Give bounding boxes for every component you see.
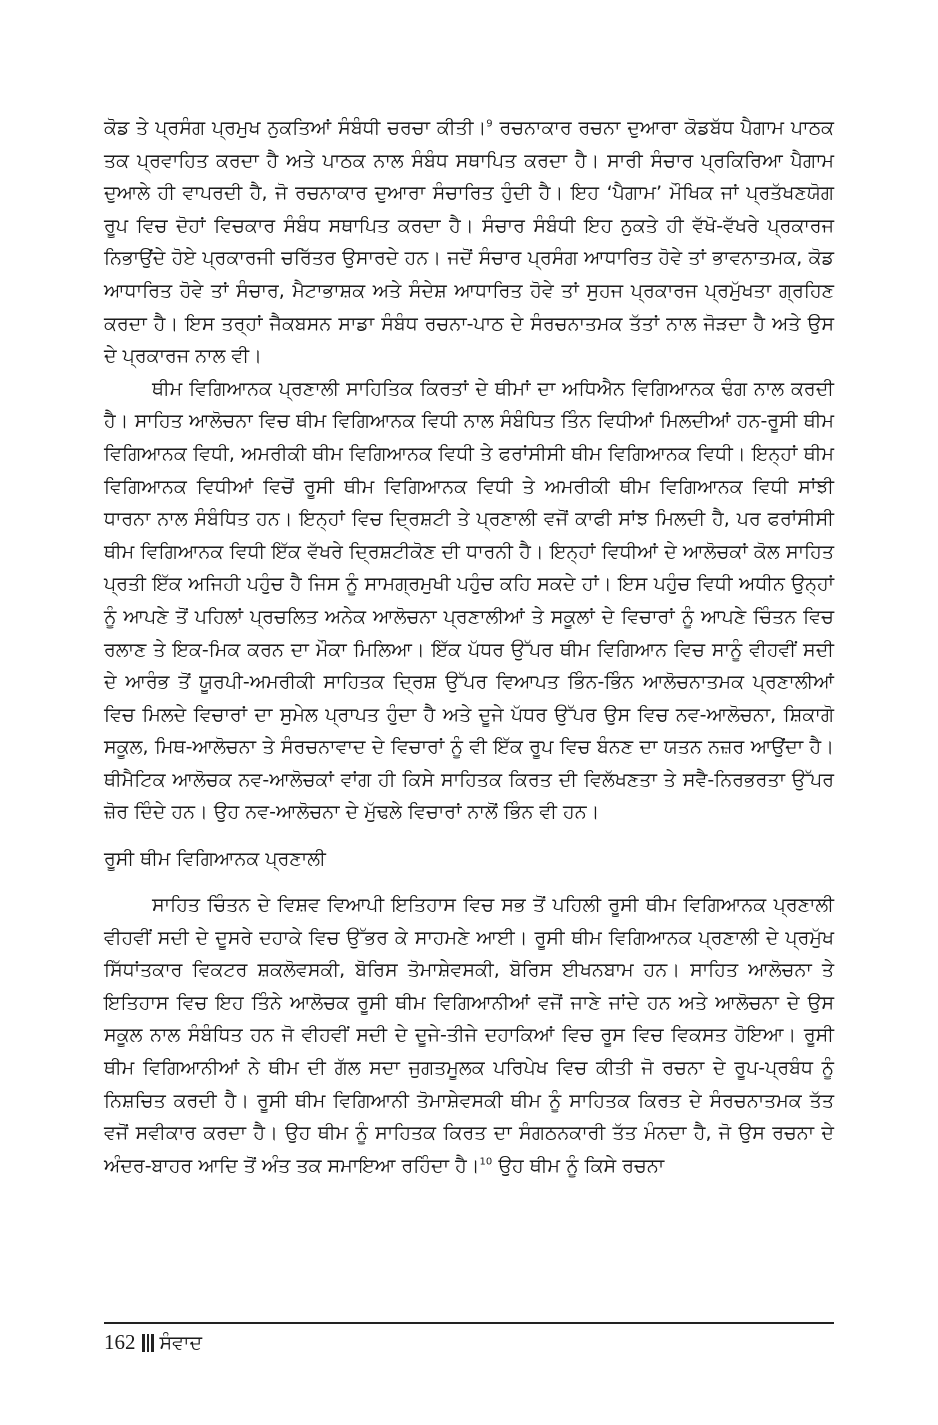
paragraph-text: ਸਾਹਿਤ ਚਿੰਤਨ ਦੇ ਵਿਸ਼ਵ ਵਿਆਪੀ ਇਤਿਹਾਸ ਵਿਚ ਸਭ ਤੋਂ ਪਹਿਲੀ ਰੂਸੀ ਥੀਮ ਵਿਗਿਆਨਕ ਪ੍ਰਣਾਲੀ ਵੀਹਵੀਂ ਸਦੀ ਦੇ ਦੂਸਰੇ ਦਹਾਕੇ ਵਿਚ ਉੱਭਰ ਕੇ ਸਾਹਮਣੇ ਆਈ। ਰੂਸੀ ਥੀਮ ਵਿਗਿਆਨਕ ਪ੍ਰਣਾਲੀ ਦੇ ਪ੍ਰਮੁੱਖ ਸਿੱਧਾਂਤਕਾਰ ਵਿਕਟਰ ਸ਼ਕਲੋਵਸਕੀ, ਬੋਰਿਸ ਤੋਮਾਸ਼ੇਵਸਕੀ, ਬੋਰਿਸ ਈਖਨਬਾਮ ਹਨ। ਸਾਹਿਤ ਆਲੋਚਨਾ ਤੇ ਇਤਿਹਾਸ ਵਿਚ ਇਹ ਤਿੰਨੇ ਆਲੋਚਕ ਰੂਸੀ ਥੀਮ ਵਿਗਿਆਨੀਆਂ ਵਜੋਂ ਜਾਣੇ ਜਾਂਦੇ ਹਨ ਅਤੇ ਆਲੋਚਨਾ ਦੇ ਉਸ ਸਕੂਲ ਨਾਲ ਸੰਬੰਧਿਤ ਹਨ ਜੋ ਵੀਹਵੀਂ ਸਦੀ ਦੇ ਦੂਜੇ-ਤੀਜੇ ਦਹਾਕਿਆਂ ਵਿਚ ਰੂਸ ਵਿਚ ਵਿਕਸਤ ਹੋਇਆ। ਰੂਸੀ ਥੀਮ ਵਿਗਿਆਨੀਆਂ ਨੇ ਥੀਮ ਦੀ ਗੱਲ ਸਦਾ ਜੁਗਤਮੂਲਕ ਪਰਿਪੇਖ ਵਿਚ ਕੀਤੀ ਜੋ ਰਚਨਾ ਦੇ ਰੂਪ-ਪ੍ਰਬੰਧ ਨੂੰ ਨਿਸ਼ਚਿਤ ਕਰਦੀ ਹੈ। ਰੂਸੀ ਥੀਮ ਵਿਗਿਆਨੀ ਤੋਮਾਸ਼ੇਵਸਕੀ ਥੀਮ ਨੂੰ ਸਾਹਿਤਕ ਕਿਰਤ ਦੇ ਸੰਰਚਨਾਤਮਕ ਤੱਤ ਵਜੋਂ ਸਵੀਕਾਰ ਕਰਦਾ ਹੈ। ਉਹ ਥੀਮ ਨੂੰ ਸਾਹਿਤਕ ਕਿਰਤ ਦਾ ਸੰਗਠਨਕਾਰੀ ਤੱਤ ਮੰਨਦਾ ਹੈ, ਜੋ ਉਸ ਰਚਨਾ ਦੇ ਅੰਦਰ-ਬਾਹਰ ਆਦਿ ਤੋਂ ਅੰਤ ਤਕ ਸਮਾਇਆ ਰਹਿੰਦਾ ਹੈ। (104, 894, 834, 1177)
section-heading: ਰੂਸੀ ਥੀਮ ਵਿਗਿਆਨਕ ਪ੍ਰਣਾਲੀ (104, 848, 326, 871)
paragraph-russian-thematics (104, 889, 834, 1182)
bars-ornament-icon (142, 1334, 154, 1352)
page-body (104, 112, 834, 1182)
page-footer (104, 1322, 834, 1355)
footer-line (104, 1330, 834, 1355)
paragraph-continuation (104, 112, 834, 373)
footer-rule (104, 1322, 834, 1324)
journal-name: ਸੰਵਾਦ (159, 1331, 203, 1354)
page-number: 162 (104, 1330, 136, 1354)
paragraph-text: ਕੋਡ ਤੇ ਪ੍ਰਸੰਗ ਪ੍ਰਮੁਖ ਨੁਕਤਿਆਂ ਸੰਬੰਧੀ ਚਰਚਾ ਕੀਤੀ। (104, 117, 487, 139)
footnote-reference: 9 (486, 118, 493, 130)
footnote-reference: 10 (479, 1156, 493, 1168)
paragraph-text: ਰਚਨਾਕਾਰ ਰਚਨਾ ਦੁਆਰਾ ਕੋਡਬੱਧ ਪੈਗਾਮ ਪਾਠਕ ਤਕ ਪ੍ਰਵਾਹਿਤ ਕਰਦਾ ਹੈ ਅਤੇ ਪਾਠਕ ਨਾਲ ਸੰਬੰਧ ਸਥਾਪਿਤ ਕਰਦਾ ਹੈ। ਸਾਰੀ ਸੰਚਾਰ ਪ੍ਰਕਿਰਿਆ ਪੈਗਾਮ ਦੁਆਲੇ ਹੀ ਵਾਪਰਦੀ ਹੈ, ਜੋ ਰਚਨਾਕਾਰ ਦੁਆਰਾ ਸੰਚਾਰਿਤ ਹੁੰਦੀ ਹੈ। ਇਹ ‘ਪੈਗਾਮ’ ਮੌਖਿਕ ਜਾਂ ਪ੍ਰਤੱਖਣਯੋਗ ਰੂਪ ਵਿਚ ਦੋਹਾਂ ਵਿਚਕਾਰ ਸੰਬੰਧ ਸਥਾਪਿਤ ਕਰਦਾ ਹੈ। ਸੰਚਾਰ ਸੰਬੰਧੀ ਇਹ ਨੁਕਤੇ ਹੀ ਵੱਖੋ-ਵੱਖਰੇ ਪ੍ਰਕਾਰਜ ਨਿਭਾਉਂਦੇ ਹੋਏ ਪ੍ਰਕਾਰਜੀ ਚਰਿੱਤਰ ਉਸਾਰਦੇ ਹਨ। ਜਦੋਂ ਸੰਚਾਰ ਪ੍ਰਸੰਗ ਆਧਾਰਿਤ ਹੋਵੇ ਤਾਂ ਭਾਵਨਾਤਮਕ, ਕੋਡ ਆਧਾਰਿਤ ਹੋਵੇ ਤਾਂ ਸੰਚਾਰ, ਮੈਟਾਭਾਸ਼ਕ ਅਤੇ ਸੰਦੇਸ਼ ਆਧਾਰਿਤ ਹੋਵੇ ਤਾਂ ਸੁਹਜ ਪ੍ਰਕਾਰਜ ਪ੍ਰਮੁੱਖਤਾ ਗ੍ਰਹਿਣ ਕਰਦਾ ਹੈ। ਇਸ ਤਰ੍ਹਾਂ ਜੈਕਬਸਨ ਸਾਡਾ ਸੰਬੰਧ ਰਚਨਾ-ਪਾਠ ਦੇ ਸੰਰਚਨਾਤਮਕ ਤੱਤਾਂ ਨਾਲ ਜੋੜਦਾ ਹੈ ਅਤੇ ਉਸ ਦੇ ਪ੍ਰਕਾਰਜ ਨਾਲ ਵੀ। (104, 117, 835, 368)
paragraph-thematics-methods: ਥੀਮ ਵਿਗਿਆਨਕ ਪ੍ਰਣਾਲੀ ਸਾਹਿਤਿਕ ਕਿਰਤਾਂ ਦੇ ਥੀਮਾਂ ਦਾ ਅਧਿਐਨ ਵਿਗਿਆਨਕ ਢੰਗ ਨਾਲ ਕਰਦੀ ਹੈ। ਸਾਹਿਤ ਆਲੋਚਨਾ ਵਿਚ ਥੀਮ ਵਿਗਿਆਨਕ ਵਿਧੀ ਨਾਲ ਸੰਬੰਧਿਤ ਤਿੰਨ ਵਿਧੀਆਂ ਮਿਲਦੀਆਂ ਹਨ-ਰੂਸੀ ਥੀਮ ਵਿਗਿਆਨਕ ਵਿਧੀ, ਅਮਰੀਕੀ ਥੀਮ ਵਿਗਿਆਨਕ ਵਿਧੀ ਤੇ ਫਰਾਂਸੀਸੀ ਥੀਮ ਵਿਗਿਆਨਕ ਵਿਧੀ। ਇਨ੍ਹਾਂ ਥੀਮ ਵਿਗਿਆਨਕ ਵਿਧੀਆਂ ਵਿਚੋਂ ਰੂਸੀ ਥੀਮ ਵਿਗਿਆਨਕ ਵਿਧੀ ਤੇ ਅਮਰੀਕੀ ਥੀਮ ਵਿਗਿਆਨਕ ਵਿਧੀ ਸਾਂਝੀ ਧਾਰਨਾ ਨਾਲ ਸੰਬੰਧਿਤ ਹਨ। ਇਨ੍ਹਾਂ ਵਿਚ ਦ੍ਰਿਸ਼ਟੀ ਤੇ ਪ੍ਰਣਾਲੀ ਵਜੋਂ ਕਾਫੀ ਸਾਂਝ ਮਿਲਦੀ ਹੈ, ਪਰ ਫਰਾਂਸੀਸੀ ਥੀਮ ਵਿਗਿਆਨਕ ਵਿਧੀ ਇੱਕ ਵੱਖਰੇ ਦ੍ਰਿਸ਼ਟੀਕੋਣ ਦੀ ਧਾਰਨੀ ਹੈ। ਇਨ੍ਹਾਂ ਵਿਧੀਆਂ ਦੇ ਆਲੋਚਕਾਂ ਕੋਲ ਸਾਹਿਤ ਪ੍ਰਤੀ ਇੱਕ ਅਜਿਹੀ ਪਹੁੰਚ ਹੈ ਜਿਸ ਨੂੰ ਸਾਮਗ੍ਰਮੁਖੀ ਪਹੁੰਚ ਕਹਿ ਸਕਦੇ ਹਾਂ। ਇਸ ਪਹੁੰਚ ਵਿਧੀ ਅਧੀਨ ਉਨ੍ਹਾਂ ਨੂੰ ਆਪਣੇ ਤੋਂ ਪਹਿਲਾਂ ਪ੍ਰਚਲਿਤ ਅਨੇਕ ਆਲੋਚਨਾ ਪ੍ਰਣਾਲੀਆਂ ਤੇ ਸਕੂਲਾਂ ਦੇ ਵਿਚਾਰਾਂ ਨੂੰ ਆਪਣੇ ਚਿੰਤਨ ਵਿਚ ਰਲਾਣ ਤੇ ਇਕ-ਮਿਕ ਕਰਨ ਦਾ ਮੌਕਾ ਮਿਲਿਆ। ਇੱਕ ਪੱਧਰ ਉੱਪਰ ਥੀਮ ਵਿਗਿਆਨ ਵਿਚ ਸਾਨੂੰ ਵੀਹਵੀਂ ਸਦੀ ਦੇ ਆਰੰਭ ਤੋਂ ਯੂਰਪੀ-ਅਮਰੀਕੀ ਸਾਹਿਤਕ ਦ੍ਰਿਸ਼ ਉੱਪਰ ਵਿਆਪਤ ਭਿੰਨ-ਭਿੰਨ ਆਲੋਚਨਾਤਮਕ ਪ੍ਰਣਾਲੀਆਂ ਵਿਚ ਮਿਲਦੇ ਵਿਚਾਰਾਂ ਦਾ ਸੁਮੇਲ ਪ੍ਰਾਪਤ ਹੁੰਦਾ ਹੈ ਅਤੇ ਦੂਜੇ ਪੱਧਰ ਉੱਪਰ ਉਸ ਵਿਚ ਨਵ-ਆਲੋਚਨਾ, ਸ਼ਿਕਾਗੋ ਸਕੂਲ, ਮਿਥ-ਆਲੋਚਨਾ ਤੇ ਸੰਰਚਨਾਵਾਦ ਦੇ ਵਿਚਾਰਾਂ ਨੂੰ ਵੀ ਇੱਕ ਰੂਪ ਵਿਚ ਬੰਨਣ ਦਾ ਯਤਨ ਨਜ਼ਰ ਆਉਂਦਾ ਹੈ। ਥੀਮੈਟਿਕ ਆਲੋਚਕ ਨਵ-ਆਲੋਚਕਾਂ ਵਾਂਗ ਹੀ ਕਿਸੇ ਸਾਹਿਤਕ ਕਿਰਤ ਦੀ ਵਿਲੱਖਣਤਾ ਤੇ ਸਵੈ-ਨਿਰਭਰਤਾ ਉੱਪਰ ਜ਼ੋਰ ਦਿੰਦੇ ਹਨ। ਉਹ ਨਵ-ਆਲੋਚਨਾ ਦੇ ਮੁੱਢਲੇ ਵਿਚਾਰਾਂ ਨਾਲੋਂ ਭਿੰਨ ਵੀ ਹਨ। (104, 377, 834, 824)
paragraph-text: ਉਹ ਥੀਮ ਨੂੰ ਕਿਸੇ ਰਚਨਾ (492, 1154, 665, 1177)
